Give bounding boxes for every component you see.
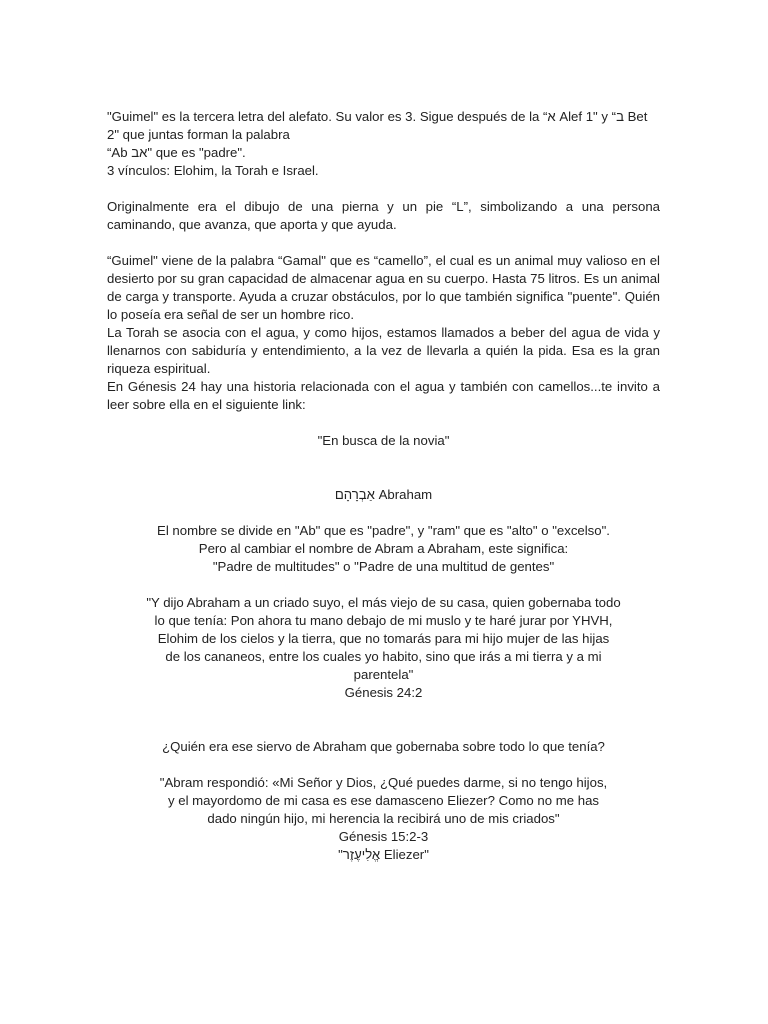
question: ¿Quién era ese siervo de Abraham que gobernaba sobre todo lo que tenía? xyxy=(162,739,605,754)
quote-line: "Abram respondió: «Mi Señor y Dios, ¿Qué puedes darme, si no tengo hijos, xyxy=(159,775,608,790)
name-explanation xyxy=(107,522,660,576)
intro-line: "Guimel" es la tercera letra del alefato. Su valor es 3. Sigue después de la “א Alef 1" y “ב Bet xyxy=(107,109,648,124)
quote-line: lo que tenía: Pon ahora tu mano debajo de mi muslo y te haré jurar por YHVH, xyxy=(154,613,613,628)
quote-line: Elohim de los cielos y la tierra, que no tomarás para mi hijo mujer de las hijas xyxy=(157,631,610,646)
quote-line: y el mayordomo de mi casa es ese damasceno Eliezer? Como no me has xyxy=(168,793,599,808)
quote-reference: Génesis 15:2-3 xyxy=(338,829,429,844)
intro-line: 3 vínculos: Elohim, la Torah e Israel. xyxy=(107,163,319,178)
explanation-line: "Padre de multitudes" o "Padre de una multitud de gentes" xyxy=(212,559,555,574)
quote-reference: Génesis 24:2 xyxy=(344,685,423,700)
paragraph-origin: Originalmente era el dibujo de una pierna y un pie “L”, simbolizando a una persona caminando, que avanza, que aporta y que ayuda. xyxy=(107,199,660,232)
quote-line: dado ningún hijo, mi herencia la recibirá uno de mis criados" xyxy=(207,811,560,826)
intro-block xyxy=(107,108,660,180)
intro-line: 2" que juntas forman la palabra xyxy=(107,127,290,142)
quote-abraham xyxy=(107,594,660,702)
explanation-line: Pero al cambiar el nombre de Abram a Abraham, este significa: xyxy=(198,541,569,556)
quote-line: "Y dijo Abraham a un criado suyo, el más viejo de su casa, quien gobernaba todo xyxy=(146,595,621,610)
quote-line: parentela" xyxy=(353,667,414,682)
document-body xyxy=(107,108,660,864)
link-title[interactable]: "En busca de la novia" xyxy=(317,433,450,448)
quote-eliezer xyxy=(107,774,660,864)
abraham-heading: אַבְרָהָם Abraham xyxy=(334,487,433,502)
eliezer-name: "אֱלִיעֶזֶר Eliezer" xyxy=(338,847,429,862)
explanation-line: El nombre se divide en "Ab" que es "padre", y "ram" que es "alto" o "excelso". xyxy=(157,523,610,538)
paragraph-genesis: En Génesis 24 hay una historia relacionada con el agua y también con camellos...te invito a leer sobre ella en el siguiente link: xyxy=(107,379,660,412)
paragraph-camel: “Guimel" viene de la palabra “Gamal" que es “camello”, el cual es un animal muy valioso en el desierto por su gran capacidad de almacenar agua en su cuerpo. Hasta 75 litros. Es un animal de carga y transporte. Ayuda a cruzar obstáculos, por lo que también significa "puente". Quién lo poseía era señal de ser un hombre rico. xyxy=(107,253,660,322)
paragraph-torah: La Torah se asocia con el agua, y como hijos, estamos llamados a beber del agua de vida y llenarnos con sabiduría y entendimiento, a la vez de llevarla a quién la pida. Esa es la gran riqueza espiritual. xyxy=(107,325,660,376)
intro-line: “Ab אב" que es "padre". xyxy=(107,145,246,160)
quote-line: de los cananeos, entre los cuales yo habito, sino que irás a mi tierra y a mi xyxy=(165,649,602,664)
